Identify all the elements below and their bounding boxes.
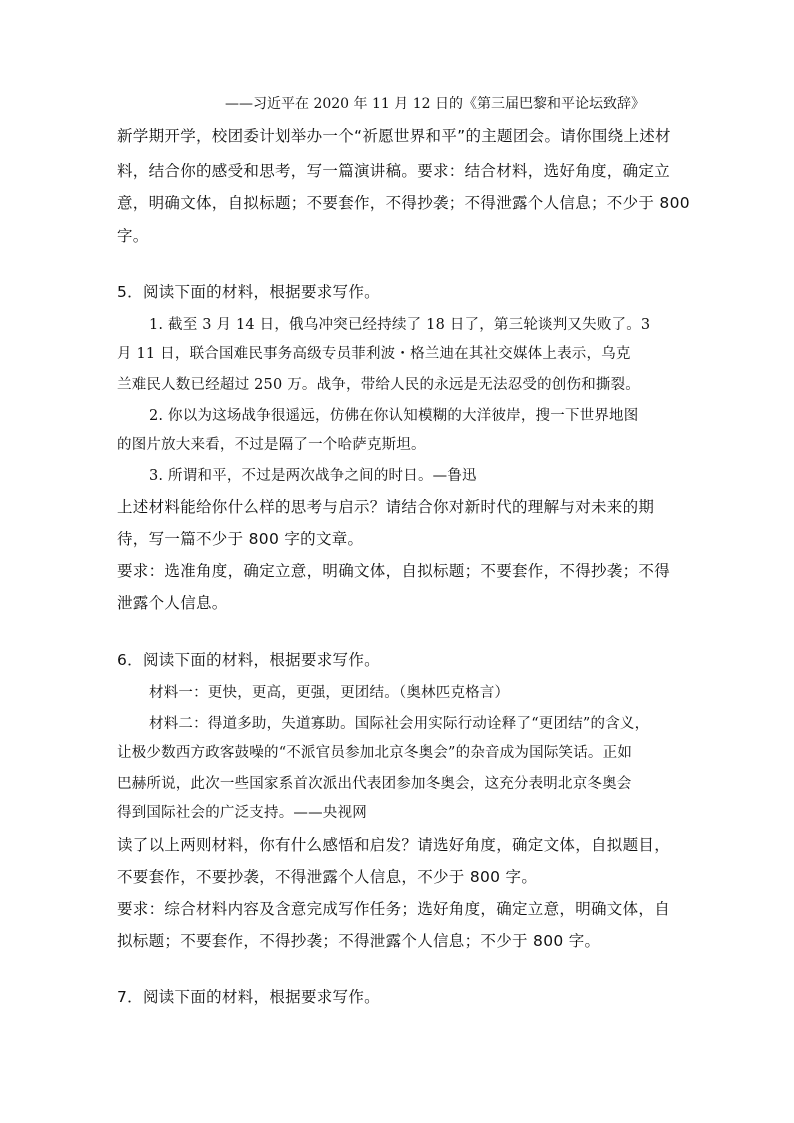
q4-line-4: 字。 (117, 227, 149, 245)
q6-material-line: 让极少数西方政客鼓噪的“不派官员参加北京冬奥会”的杂音成为国际笑话。正如 (117, 745, 633, 761)
q5-prompt-line: 待，写一篇不少于 800 字的文章。 (117, 530, 364, 548)
q5-material-line: 兰难民人数已经超过 250 万。战争，带给人民的永远是无法忍受的创伤和撕裂。 (117, 377, 640, 393)
q5-material-line: 的图片放大来看，不过是隔了一个哈萨克斯坦。 (117, 437, 426, 453)
q6-material-line: 材料一：更快，更高，更强，更团结。（奥林匹克格言） (149, 685, 510, 701)
q5-prompt-line: 上述材料能给你什么样的思考与启示？请结合你对新时代的理解与对未来的期 (117, 498, 655, 516)
q6-requirement-line: 要求：综合材料内容及含意完成写作任务；选好角度，确定立意，明确文体，自 (117, 900, 671, 918)
q4-line-1: 新学期开学，校团委计划举办一个“祈愿世界和平”的主题团会。请你围绕上述材 (117, 127, 671, 145)
q5-material-line: 月 11 日，联合国难民事务高级专员菲利波・格兰迪在其社交媒体上表示，乌克 (117, 346, 631, 362)
q6-material-line: 巴赫所说，此次一些国家系首次派出代表团参加冬奥会，这充分表明北京冬奥会 (117, 776, 632, 792)
attribution: ——习近平在 2020 年 11 月 12 日的《第三届巴黎和平论坛致辞》 (225, 96, 645, 112)
q5-heading: 5．阅读下面的材料，根据要求写作。 (117, 283, 380, 301)
q6-material-line: 材料二：得道多助，失道寡助。国际社会用实际行动诠释了“更团结”的含义， (149, 716, 650, 732)
q5-material-line: 1. 截至 3 月 14 日，俄乌冲突已经持续了 18 日了，第三轮谈判又失败了。3 (149, 317, 651, 333)
q5-material-line: 3. 所谓和平，不过是两次战争之间的时日。—鲁迅 (149, 468, 477, 484)
q6-material-line: 得到国际社会的广泛支持。——央视网 (117, 805, 367, 821)
q5-material-line: 2. 你以为这场战争很遥远，仿佛在你认知模糊的大洋彼岸，搜一下世界地图 (149, 408, 639, 424)
q4-line-2: 料，结合你的感受和思考，写一篇演讲稿。要求：结合材料，选好角度，确定立 (117, 162, 671, 180)
q6-prompt-line: 读了以上两则材料，你有什么感悟和启发？请选好角度，确定文体，自拟题目， (117, 836, 671, 854)
q5-requirement-line: 要求：选准角度，确定立意，明确文体，自拟标题；不要套作，不得抄袭；不得 (117, 562, 671, 580)
q7-heading: 7．阅读下面的材料，根据要求写作。 (117, 988, 380, 1006)
q6-prompt-line: 不要套作，不要抄袭，不得泄露个人信息，不少于 800 字。 (117, 868, 538, 886)
q6-heading: 6．阅读下面的材料，根据要求写作。 (117, 651, 380, 669)
q5-requirement-line: 泄露个人信息。 (117, 594, 228, 612)
q6-requirement-line: 拟标题；不要套作，不得抄袭；不得泄露个人信息；不少于 800 字。 (117, 932, 601, 950)
q4-line-3: 意，明确文体，自拟标题；不要套作，不得抄袭；不得泄露个人信息；不少于 800 (117, 194, 690, 212)
